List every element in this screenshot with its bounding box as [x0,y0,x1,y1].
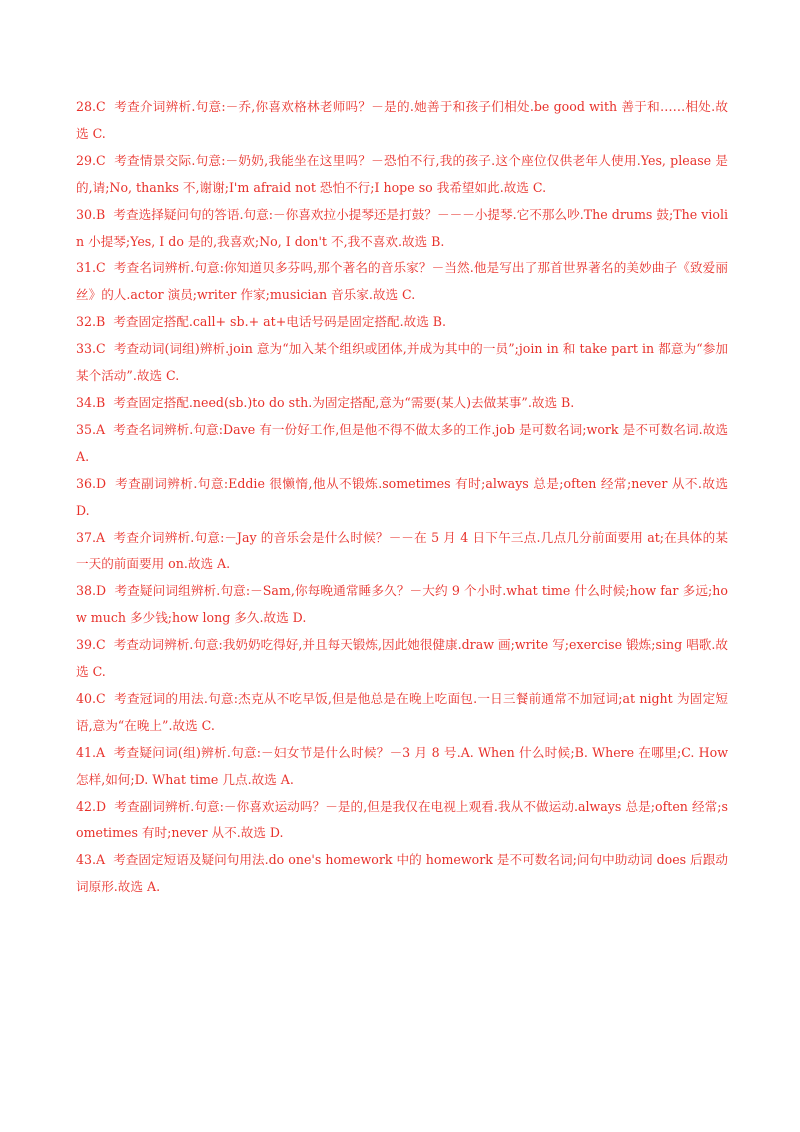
answer-number: 37.A [76,529,106,545]
answer-number: 34.B [76,394,106,410]
answer-number: 28.C [76,99,106,114]
answer-number: 29.C [76,152,106,168]
answer-explanation: 考查介词辨析.句意:－Jay 的音乐会是什么时候？－－在 5 月 4 日下午三点.几点几分前面要用 at;在具体的某一天的前面要用 on.故选 A. [76,529,728,572]
answer-number: 43.A [76,852,106,868]
answer-explanation: 考查介词辨析.句意:－乔,你喜欢格林老师吗？－是的.她善于和孩子们相处.be good with 善于和……相处.故选 C. [76,99,728,141]
answer-explanation: 考查名词辨析.句意:你知道贝多芬吗,那个著名的音乐家？－当然.他是写出了那首世界著名的美妙曲子《致爱丽丝》的人.actor 演员;writer 作家;musician 音乐家.故选 C. [76,260,728,303]
answer-entry-31 [76,255,728,309]
answer-entry-38 [76,578,728,632]
answer-number: 32.B [76,314,106,330]
answer-entry-37 [76,525,728,579]
answer-entry-39 [76,632,728,686]
answer-entry-41 [76,740,728,794]
answer-number: 30.B [76,206,106,222]
answer-number: 41.A [76,744,106,760]
answer-explanation: 考查动词(词组)辨析.join 意为“加入某个组织或团体,并成为其中的一员”;join in 和 take part in 都意为“参加某个活动”.故选 C. [76,341,729,384]
answer-number: 42.D [76,798,107,814]
answer-entry-40 [76,686,728,740]
answer-explanation: 考查冠词的用法.句意:杰克从不吃早饭,但是他总是在晚上吃面包.一日三餐前通常不加冠词;at night 为固定短语,意为“在晚上”.故选 C. [76,690,728,733]
answer-explanation: 考查情景交际.句意:－奶奶,我能坐在这里吗？－恐怕不行,我的孩子.这个座位仅供老年人使用.Yes, please 是的,请;No, thanks 不,谢谢;I'm afraid not 恐怕不行;I hope so 我希望如此.故选 C. [76,152,728,195]
answer-explanation: 考查名词辨析.句意:Dave 有一份好工作,但是他不得不做太多的工作.job 是可数名词;work 是不可数名词.故选 A. [76,421,728,464]
answer-number: 33.C [76,341,106,357]
answer-number: 36.D [76,475,107,491]
answer-entry-34 [76,390,728,417]
answer-explanation: 考查固定搭配.call+ sb.+ at+电话号码是固定搭配.故选 B. [113,314,447,330]
answer-number: 40.C [76,690,106,706]
answer-entry-43 [76,847,728,901]
answer-explanation: 考查动词辨析.句意:我奶奶吃得好,并且每天锻炼,因此她很健康.draw 画;write 写;exercise 锻炼;sing 唱歌.故选 C. [76,637,728,680]
answer-entry-42 [76,794,728,848]
answer-entry-35 [76,417,728,471]
answer-number: 38.D [76,583,107,599]
answer-number: 35.A [76,421,106,437]
answer-explanation: 考查固定短语及疑问句用法.do one's homework 中的 homework 是不可数名词;问句中助动词 does 后跟动词原形.故选 A. [76,852,728,895]
answer-entry-28 [76,94,728,148]
answer-number: 39.C [76,637,106,653]
answer-entry-30 [76,202,728,256]
answer-explanation: 考查固定搭配.need(sb.)to do sth.为固定搭配,意为“需要(某人)去做某事”.故选 B. [113,394,575,410]
answer-explanation: 考查选择疑问句的答语.句意:－你喜欢拉小提琴还是打鼓？－－－小提琴.它不那么吵.The drums 鼓;The violin 小提琴;Yes, I do 是的,我喜欢;No, I don't 不,我不喜欢.故选 B. [76,206,729,249]
answer-explanation: 考查副词辨析.句意:－你喜欢运动吗？－是的,但是我仅在电视上观看.我从不做运动.always 总是;often 经常;sometimes 有时;never 从不.故选 D. [76,798,728,841]
answer-entry-33 [76,336,728,390]
answer-entry-36 [76,471,728,525]
answer-entry-29 [76,148,728,202]
answer-entry-32 [76,309,728,336]
answer-explanation: 考查疑问词(组)辨析.句意:－妇女节是什么时候？－3 月 8 号.A. When 什么时候;B. Where 在哪里;C. How 怎样,如何;D. What time 几点.故选 A. [76,744,728,787]
answer-number: 31.C [76,260,106,276]
answer-explanation: 考查疑问词组辨析.句意:－Sam,你每晚通常睡多久？－大约 9 个小时.what time 什么时候;how far 多远;how much 多少钱;how long 多久.故选 D. [76,583,728,626]
answer-explanations [76,94,728,901]
answer-explanation: 考查副词辨析.句意:Eddie 很懒惰,他从不锻炼.sometimes 有时;always 总是;often 经常;never 从不.故选 D. [76,475,728,518]
